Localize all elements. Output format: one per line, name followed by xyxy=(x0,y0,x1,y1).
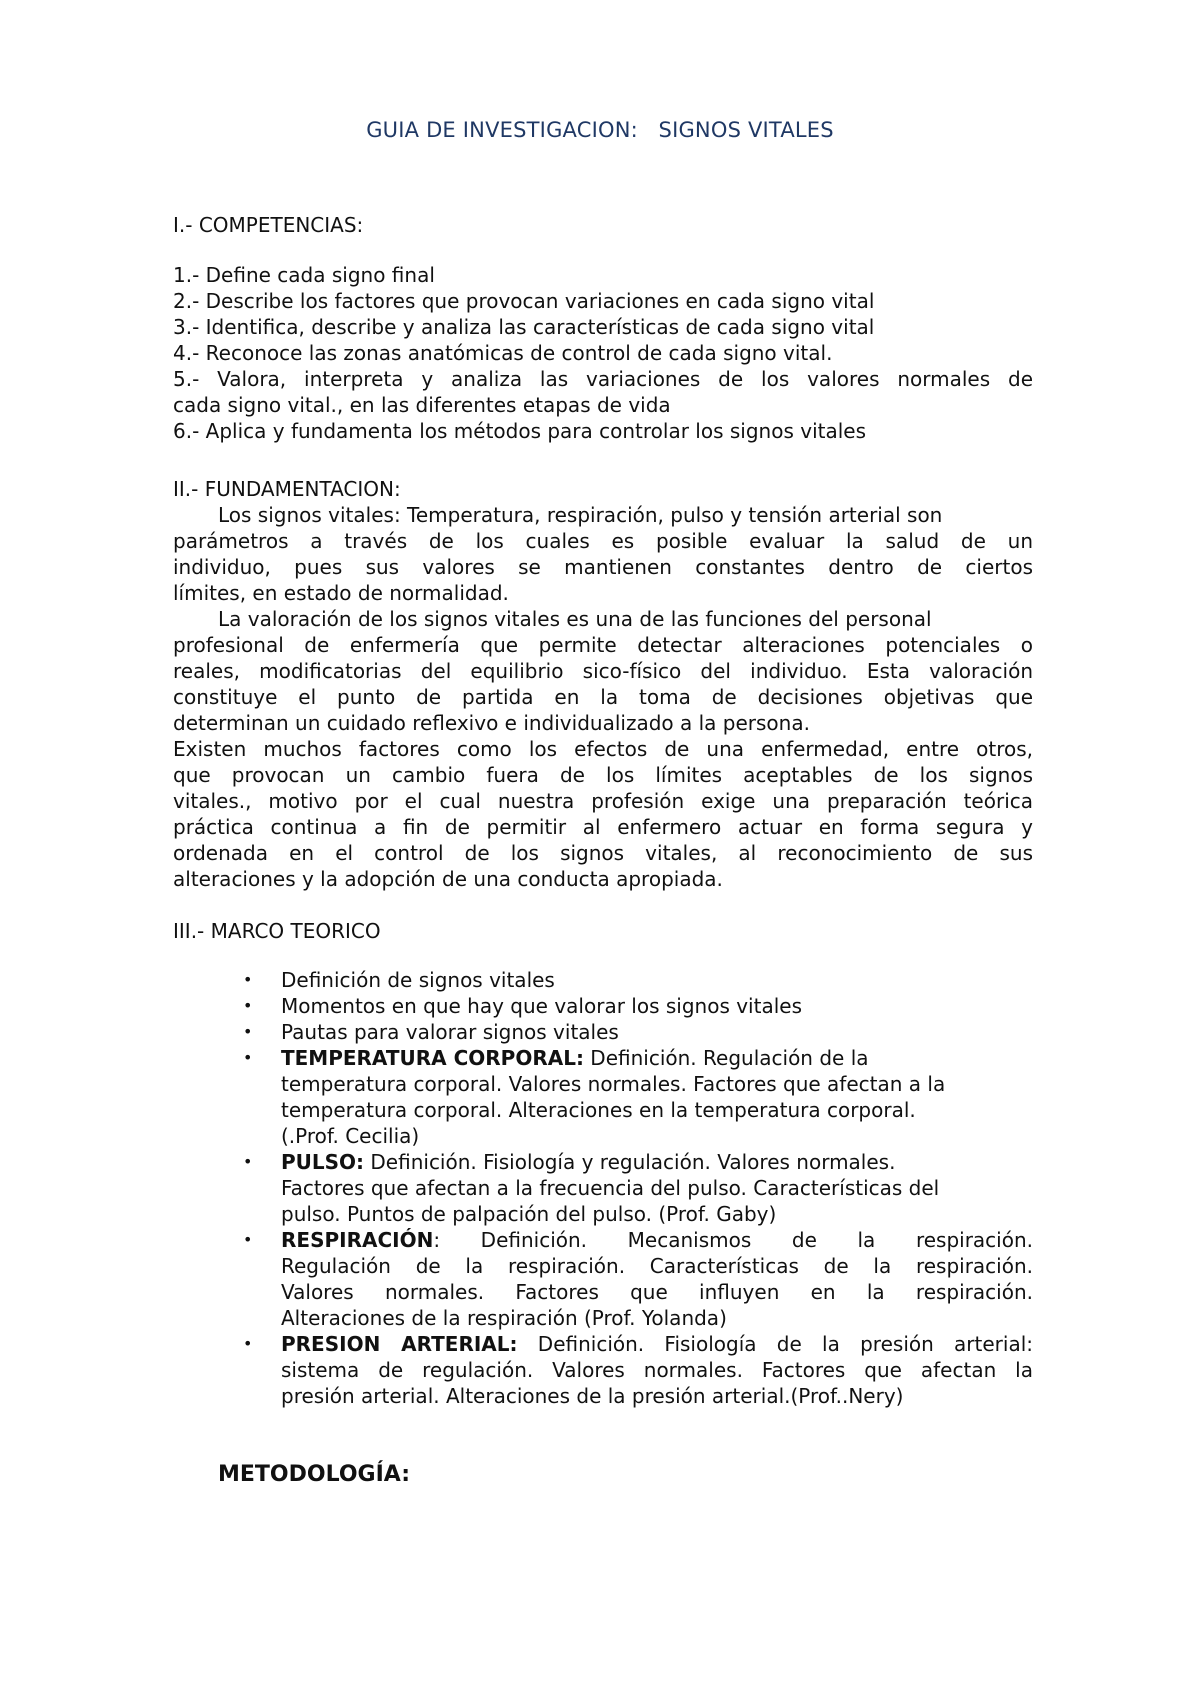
paragraph-line: determinan un cuidado reflexivo e individualizado a la persona. xyxy=(173,711,810,735)
topic-item-pulso xyxy=(173,1149,1033,1227)
topic-item xyxy=(173,1019,1033,1045)
topic-line: Alteraciones de la respiración (Prof. Yolanda) xyxy=(281,1306,727,1330)
paragraph-line: práctica continua a fin de permitir al enfermero actuar en forma segura y xyxy=(173,815,1033,839)
bullet-icon: • xyxy=(243,1230,253,1249)
bullet-icon: • xyxy=(243,970,253,989)
topic-item xyxy=(173,993,1033,1019)
paragraph-line: constituye el punto de partida en la toma de decisiones objetivas que xyxy=(173,685,1033,709)
paragraph-line: límites, en estado de normalidad. xyxy=(173,581,509,605)
paragraph-line: individuo, pues sus valores se mantienen constantes dentro de ciertos xyxy=(173,555,1033,579)
section-fundamentacion xyxy=(173,476,1033,892)
paragraph-line: ordenada en el control de los signos vitales, al reconocimiento de sus xyxy=(173,841,1033,865)
competency-item: 6.- Aplica y fundamenta los métodos para controlar los signos vitales xyxy=(173,419,867,443)
topic-line: sistema de regulación. Valores normales. Factores que afectan la xyxy=(281,1358,1033,1382)
topic-text: : Definición. Mecanismos de la respiración. xyxy=(433,1228,1033,1252)
topic-text: Definición. Fisiología y regulación. Valores normales. xyxy=(364,1150,896,1174)
section-heading: I.- COMPETENCIAS: xyxy=(173,213,364,237)
paragraph-line: profesional de enfermería que permite detectar alteraciones potenciales o xyxy=(173,633,1033,657)
competency-item: 5.- Valora, interpreta y analiza las variaciones de los valores normales de xyxy=(173,367,1033,391)
topic-line xyxy=(281,1149,1033,1175)
topic-title: RESPIRACIÓN xyxy=(281,1228,434,1252)
paragraph-line: vitales., motivo por el cual nuestra profesión exige una preparación teórica xyxy=(173,789,1033,813)
section-heading: III.- MARCO TEORICO xyxy=(173,919,381,943)
bullet-icon: • xyxy=(243,996,253,1015)
document-title: GUIA DE INVESTIGACION: SIGNOS VITALES xyxy=(366,118,834,142)
section-competencias xyxy=(173,212,1033,444)
topic-line: pulso. Puntos de palpación del pulso. (Prof. Gaby) xyxy=(281,1202,777,1226)
topic-title: TEMPERATURA CORPORAL: xyxy=(281,1046,584,1070)
topic-line xyxy=(281,1045,1033,1071)
topic-line: Pautas para valorar signos vitales xyxy=(281,1020,619,1044)
competency-item: 3.- Identifica, describe y analiza las características de cada signo vital xyxy=(173,315,875,339)
topic-text: Definición. Regulación de la xyxy=(583,1046,869,1070)
topic-item xyxy=(173,967,1033,993)
section-marco-teorico xyxy=(173,918,1033,944)
topic-line: temperatura corporal. Valores normales. Factores que afectan a la xyxy=(281,1072,946,1096)
paragraph-line: alteraciones y la adopción de una conducta apropiada. xyxy=(173,867,723,891)
topic-line: Regulación de la respiración. Características de la respiración. xyxy=(281,1254,1033,1278)
bullet-icon: • xyxy=(243,1152,253,1171)
topic-item-respiracion xyxy=(173,1227,1033,1331)
competency-item: cada signo vital., en las diferentes etapas de vida xyxy=(173,393,671,417)
paragraph-line: parámetros a través de los cuales es posible evaluar la salud de un xyxy=(173,529,1033,553)
competency-item: 4.- Reconoce las zonas anatómicas de control de cada signo vital. xyxy=(173,341,833,365)
topic-item-temperatura xyxy=(173,1045,1033,1149)
paragraph-line: reales, modificatorias del equilibrio sico-físico del individuo. Esta valoración xyxy=(173,659,1033,683)
bullet-icon: • xyxy=(243,1334,253,1353)
section-heading-metodologia: METODOLOGÍA: xyxy=(218,1462,411,1487)
section-heading: II.- FUNDAMENTACION: xyxy=(173,477,401,501)
topic-line: presión arterial. Alteraciones de la presión arterial.(Prof..Nery) xyxy=(281,1384,904,1408)
topic-line: Definición de signos vitales xyxy=(281,968,555,992)
topic-item-presion xyxy=(173,1331,1033,1409)
paragraph-line: que provocan un cambio fuera de los límites aceptables de los signos xyxy=(173,763,1033,787)
paragraph-line: La valoración de los signos vitales es una de las funciones del personal xyxy=(218,607,932,631)
paragraph-line: Los signos vitales: Temperatura, respiración, pulso y tensión arterial son xyxy=(218,503,943,527)
topic-title: PRESION ARTERIAL: xyxy=(281,1332,518,1356)
topic-line: Factores que afectan a la frecuencia del pulso. Características del xyxy=(281,1176,940,1200)
topic-line: temperatura corporal. Alteraciones en la temperatura corporal. xyxy=(281,1098,916,1122)
competency-item: 2.- Describe los factores que provocan variaciones en cada signo vital xyxy=(173,289,875,313)
topic-text: Definición. Fisiología de la presión arterial: xyxy=(517,1332,1034,1356)
bullet-icon: • xyxy=(243,1022,253,1041)
topic-title: PULSO: xyxy=(281,1150,365,1174)
topic-line xyxy=(281,1331,1033,1357)
topic-line: (.Prof. Cecilia) xyxy=(281,1124,420,1148)
topic-line: Momentos en que hay que valorar los signos vitales xyxy=(281,994,802,1018)
topic-list xyxy=(173,967,1033,1409)
topic-line: Valores normales. Factores que influyen en la respiración. xyxy=(281,1280,1033,1304)
bullet-icon: • xyxy=(243,1048,253,1067)
topic-line xyxy=(281,1227,1033,1253)
competency-item: 1.- Define cada signo final xyxy=(173,263,435,287)
paragraph-line: Existen muchos factores como los efectos de una enfermedad, entre otros, xyxy=(173,737,1033,761)
